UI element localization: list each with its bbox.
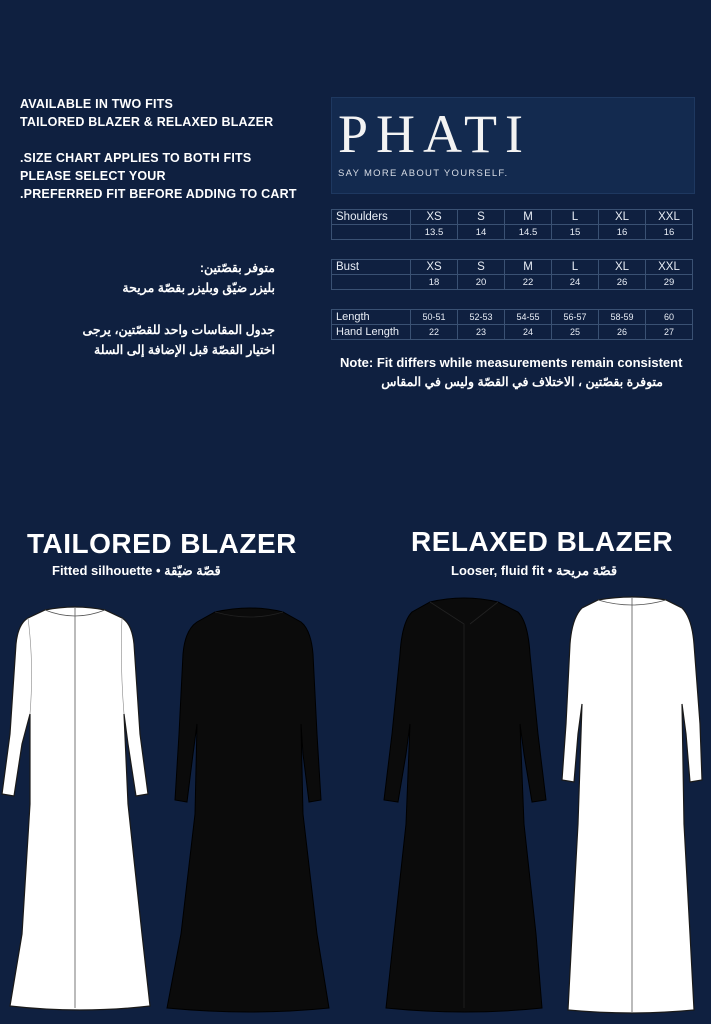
table-cell: 26 [599,275,646,290]
relaxed-subtitle: Looser, fluid fit • قصّة مريحة [451,563,618,578]
length-table [331,309,693,340]
table-cell: 18 [411,275,458,290]
relaxed-white-garment [560,594,705,1016]
relaxed-title: RELAXED BLAZER [411,526,674,557]
table-cell: 16 [646,225,693,240]
bust-table [331,259,693,290]
table-cell: 50-51 [411,310,458,325]
table-cell: 54-55 [505,310,552,325]
size-header: L [552,260,599,275]
intro-line: TAILORED BLAZER & RELAXED BLAZER [20,115,274,129]
table-cell: 25 [552,325,599,340]
table-cell: 60 [646,310,693,325]
brand-box [331,97,695,194]
table-cell: 27 [646,325,693,340]
tailored-title: TAILORED BLAZER [27,528,297,559]
size-header: XL [599,260,646,275]
table-cell: 58-59 [599,310,646,325]
table-cell: 24 [505,325,552,340]
table-cell: 22 [505,275,552,290]
intro-line: AVAILABLE IN TWO FITS [20,97,174,111]
size-header: XS [411,210,458,225]
brand-logo: PHATI [338,104,532,164]
intro-arabic [15,258,275,360]
relaxed-black-garment [380,594,550,1014]
tailored-white-garment [0,604,160,1014]
row-label: Hand Length [332,325,411,340]
intro-line: .SIZE CHART APPLIES TO BOTH FITS [20,151,252,165]
table-cell: 22 [411,325,458,340]
table-cell: 15 [552,225,599,240]
table-cell: 29 [646,275,693,290]
intro-line: PLEASE SELECT YOUR [20,169,166,183]
row-label: Shoulders [332,210,411,225]
tailored-black-garment [163,604,338,1016]
size-header: XS [411,260,458,275]
row-label: Length [332,310,411,325]
table-cell: 16 [599,225,646,240]
brand-tagline: SAY MORE ABOUT YOURSELF. [338,168,509,179]
size-header: M [505,260,552,275]
size-header: XXL [646,210,693,225]
table-cell: 24 [552,275,599,290]
intro-line-ar: متوفر بقصّتين: [199,261,275,275]
table-cell: 26 [599,325,646,340]
table-cell: 23 [458,325,505,340]
size-header: L [552,210,599,225]
intro-english [20,95,297,203]
intro-line-ar: جدول المقاسات واحد للقصّتين، يرجى [82,323,275,337]
note-arabic: متوفرة بقصّتين ، الاختلاف في القصّة وليس في المقاس [381,375,663,389]
table-cell: 52-53 [458,310,505,325]
table-cell: 14.5 [505,225,552,240]
table-cell: 56-57 [552,310,599,325]
size-header: XXL [646,260,693,275]
table-cell: 13.5 [411,225,458,240]
note-english: Note: Fit differs while measurements remain consistent [340,355,683,370]
intro-line-ar: اختيار القصّة قبل الإضافة إلى السلة [94,343,275,357]
size-header: S [458,260,505,275]
size-header: M [505,210,552,225]
table-cell: 14 [458,225,505,240]
intro-line-ar: بليزر ضيّق وبليزر بقصّة مريحة [122,281,275,295]
size-header: XL [599,210,646,225]
size-header: S [458,210,505,225]
intro-line: .PREFERRED FIT BEFORE ADDING TO CART [20,187,297,201]
tailored-subtitle: Fitted silhouette • قصّة ضيّقة [52,563,221,578]
row-label: Bust [332,260,411,275]
table-cell: 20 [458,275,505,290]
shoulders-table [331,209,693,240]
